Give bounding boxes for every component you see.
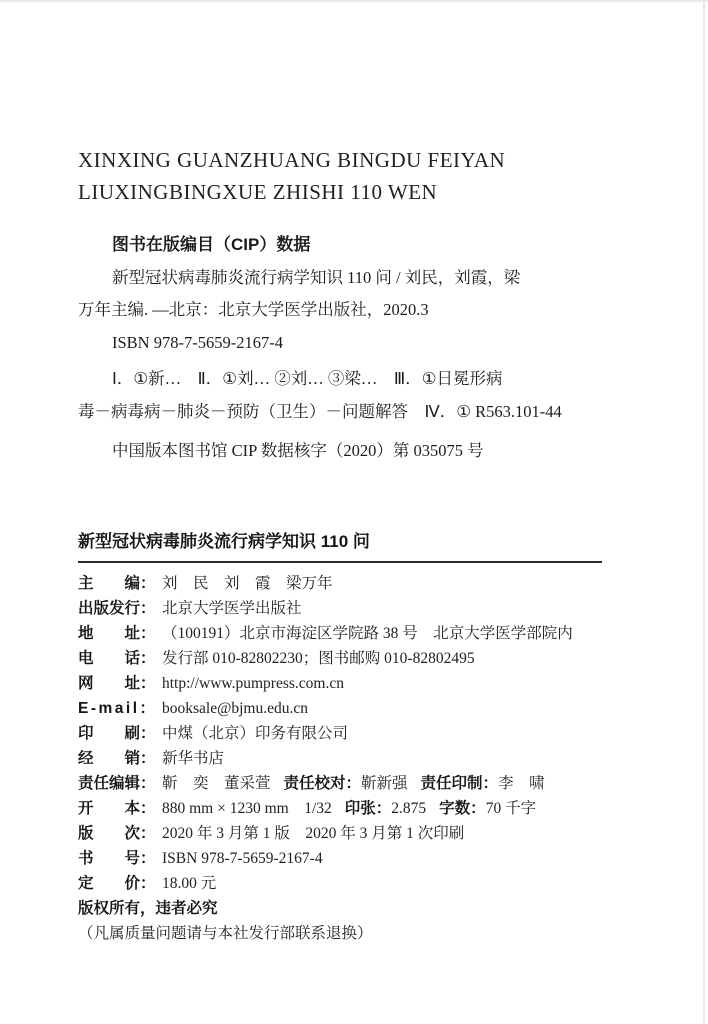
field-value: 880 mm × 1230 mm 1/32 [162, 800, 332, 817]
cip-description-line2: 万年主编. —北京：北京大学医学出版社，2020.3 [78, 300, 429, 319]
field-label: 电 话： [78, 650, 156, 667]
field-value-sheets: 2.875 [391, 800, 427, 817]
cip-description-line1: 新型冠状病毒肺炎流行病学知识 110 问 / 刘民，刘霞，梁 [112, 267, 521, 287]
field-label-sheets: 印张： [344, 800, 392, 817]
field-row-distributor [78, 746, 602, 771]
field-label: 出版发行： [78, 600, 156, 617]
field-row-isbn [78, 846, 602, 871]
field-value: 新华书店 [162, 750, 225, 767]
field-label: 定 价： [78, 875, 156, 892]
scan-edge-top [0, 0, 708, 2]
field-label: E-mail： [78, 700, 158, 717]
field-label: 印 刷： [78, 725, 156, 742]
field-label: 主 编： [78, 575, 156, 592]
field-label-word-count: 字数： [439, 800, 486, 817]
book-title: 新型冠状病毒肺炎流行病学知识 110 问 [78, 527, 602, 563]
field-value-proofreader: 靳新强 [361, 775, 408, 792]
field-value-word-count: 70 千字 [485, 800, 537, 817]
field-label: 地 址： [78, 625, 156, 642]
cip-classification-line1: Ⅰ．①新… Ⅱ．①刘… ②刘… ③梁… Ⅲ．①日冕形病 [112, 369, 503, 388]
field-row-telephone [78, 646, 602, 671]
cip-block [78, 229, 644, 468]
field-label: 网 址： [78, 675, 156, 692]
pinyin-title [78, 144, 505, 208]
field-value: （100191）北京市海淀区学院路 38 号 北京大学医学部院内 [162, 625, 573, 642]
field-label-proofreader: 责任校对： [283, 775, 362, 792]
field-value: ISBN 978-7-5659-2167-4 [162, 850, 323, 867]
field-value-url: http://www.pumpress.com.cn [162, 675, 344, 692]
cip-isbn: ISBN 978-7-5659-2167-4 [112, 332, 283, 352]
field-value: 中煤（北京）印务有限公司 [162, 725, 349, 742]
field-label: 责任编辑： [78, 775, 156, 792]
field-value: 刘 民 刘 霞 梁万年 [162, 575, 333, 592]
colophon [78, 527, 602, 946]
field-value: 18.00 元 [162, 875, 217, 892]
field-value: 2020 年 3 月第 1 版 2020 年 3 月第 1 次印刷 [162, 825, 465, 842]
field-label-print-supervisor: 责任印制： [420, 775, 499, 792]
cip-classification-line2: 毒－病毒病－肺炎－预防（卫生）－问题解答 Ⅳ．① R563.101-44 [78, 401, 562, 421]
field-label: 版 次： [78, 825, 156, 842]
field-value-email: booksale@bjmu.edu.cn [162, 700, 308, 717]
cip-record-number: 中国版本图书馆 CIP 数据核字（2020）第 035075 号 [112, 441, 484, 460]
field-row-format [78, 796, 602, 821]
field-label: 开 本： [78, 800, 156, 817]
field-row-website [78, 671, 602, 696]
field-row-editor-in-chief [78, 571, 602, 596]
cip-heading: 图书在版编目（CIP）数据 [112, 235, 311, 254]
field-value-print-supervisor: 李 啸 [498, 775, 545, 792]
copyright-notice: 版权所有，违者必究 [78, 900, 218, 917]
field-row-email [78, 696, 602, 721]
field-value: 北京大学医学出版社 [162, 600, 302, 617]
field-row-edition [78, 821, 602, 846]
pinyin-title-line2: LIUXINGBINGXUE ZHISHI 110 WEN [78, 180, 438, 204]
field-label: 经 销： [78, 750, 156, 767]
field-row-address [78, 621, 602, 646]
field-row-responsible-editors [78, 771, 602, 796]
scan-edge-right [703, 0, 705, 1024]
field-row-publisher [78, 596, 602, 621]
field-row-price [78, 871, 602, 896]
colophon-rows [78, 571, 602, 896]
field-label: 书 号： [78, 850, 156, 867]
field-value: 靳 奕 董采萱 [162, 775, 271, 792]
quality-return-note: （凡属质量问题请与本社发行部联系退换） [78, 925, 373, 942]
pinyin-title-line1: XINXING GUANZHUANG BINGDU FEIYAN [78, 148, 506, 172]
field-value: 发行部 010-82802230；图书邮购 010-82802495 [162, 650, 475, 667]
field-row-printer [78, 721, 602, 746]
